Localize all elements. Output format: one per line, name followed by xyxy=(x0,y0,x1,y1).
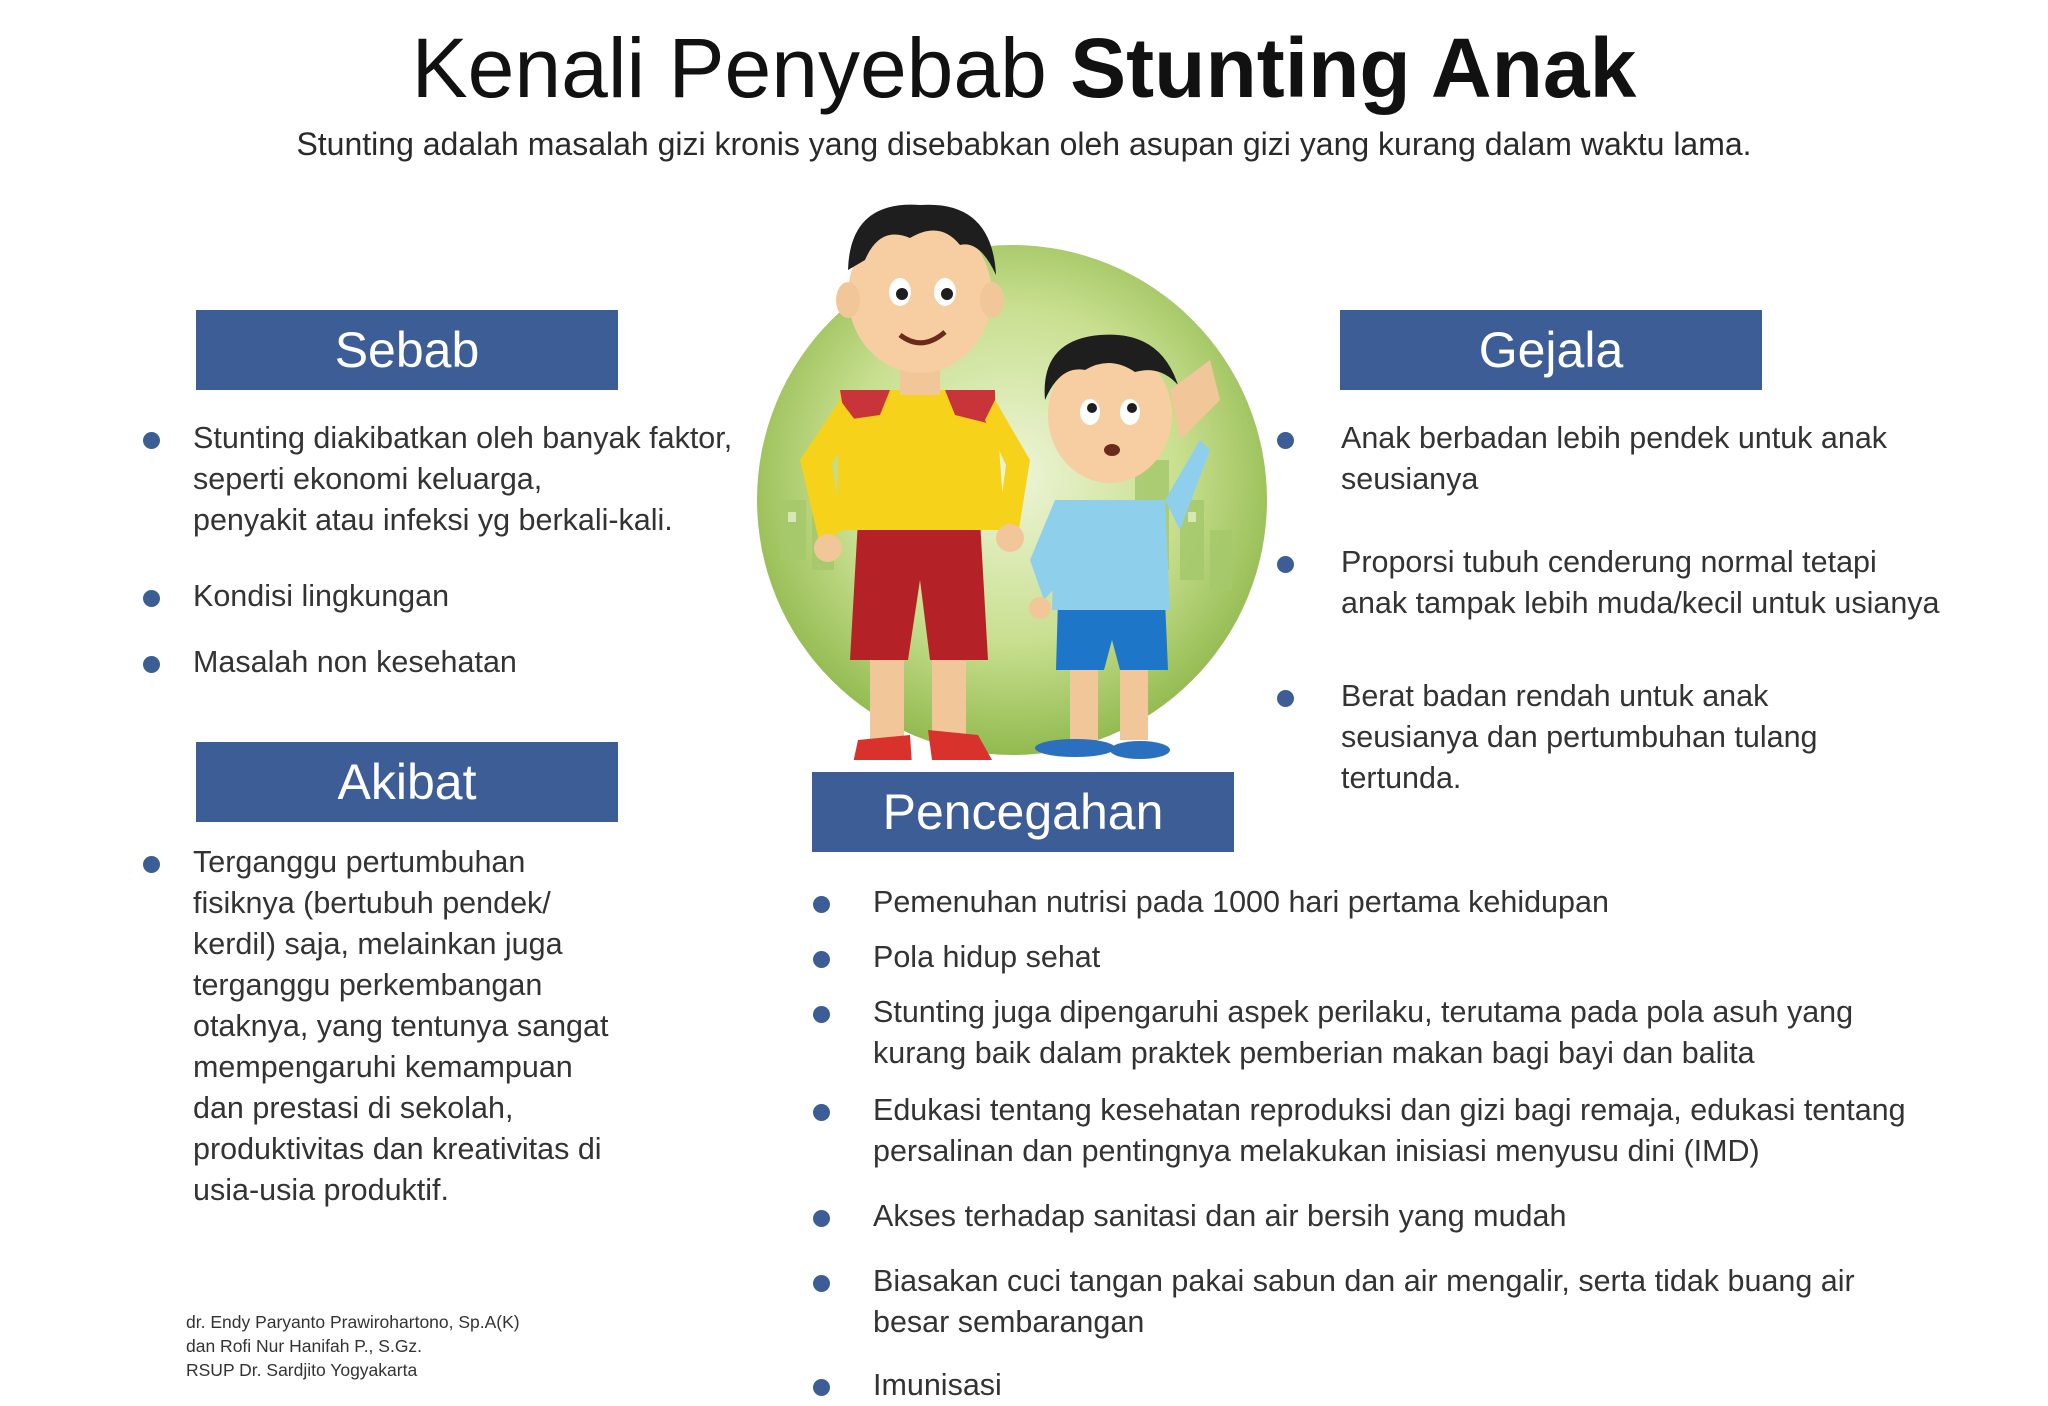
list-item: Kondisi lingkungan xyxy=(193,576,813,617)
list-item: Biasakan cuci tangan pakai sabun dan air mengalir, serta tidak buang air besar sembarangan xyxy=(873,1261,2033,1343)
list-item: Stunting juga dipengaruhi aspek perilaku, terutama pada pola asuh yang kurang baik dalam praktek pemberian makan bagi bayi dan balita xyxy=(873,992,2033,1074)
title-bold: Stunting Anak xyxy=(1070,21,1637,115)
stunting-illustration xyxy=(740,200,1300,770)
list-item: Stunting diakibatkan oleh banyak faktor, seperti ekonomi keluarga, penyakit atau infeksi yg berkali-kali. xyxy=(193,418,813,541)
list-item: Pemenuhan nutrisi pada 1000 hari pertama kehidupan xyxy=(873,882,2033,923)
list-item: Berat badan rendah untuk anak seusianya dan pertumbuhan tulang tertunda. xyxy=(1341,676,2021,799)
list-item: Akses terhadap sanitasi dan air bersih yang mudah xyxy=(873,1196,2033,1237)
gejala-list xyxy=(1341,418,2021,799)
list-item: Pola hidup sehat xyxy=(873,937,2033,978)
list-item: Anak berbadan lebih pendek untuk anak seusianya xyxy=(1341,418,2021,500)
title-regular: Kenali Penyebab xyxy=(411,21,1047,115)
list-item: Proporsi tubuh cenderung normal tetapi anak tampak lebih muda/kecil untuk usianya xyxy=(1341,542,2021,624)
list-item: Masalah non kesehatan xyxy=(193,642,813,683)
akibat-list xyxy=(193,842,693,1211)
sebab-list xyxy=(193,418,813,683)
list-item: Imunisasi xyxy=(873,1365,2033,1406)
sebab-header: Sebab xyxy=(196,310,618,390)
akibat-header: Akibat xyxy=(196,742,618,822)
list-item: Terganggu pertumbuhan fisiknya (bertubuh pendek/ kerdil) saja, melainkan juga terganggu perkembangan otaknya, yang tentunya sangat mempengaruhi kemampuan dan prestasi di sekolah, produktivitas dan kreativitas di usia-usia produktif. xyxy=(193,842,693,1211)
author-credit: dr. Endy Paryanto Prawirohartono, Sp.A(K) dan Rofi Nur Hanifah P., S.Gz. RSUP Dr. Sardjito Yogyakarta xyxy=(186,1312,520,1380)
pencegahan-header: Pencegahan xyxy=(812,772,1234,852)
gejala-header: Gejala xyxy=(1340,310,1762,390)
page-subtitle: Stunting adalah masalah gizi kronis yang disebabkan oleh asupan gizi yang kurang dalam waktu lama. xyxy=(296,126,1752,162)
pencegahan-list xyxy=(873,882,2033,1406)
list-item: Edukasi tentang kesehatan reproduksi dan gizi bagi remaja, edukasi tentang persalinan dan pentingnya melakukan inisiasi menyusu dini (IMD) xyxy=(873,1090,2033,1172)
page-title xyxy=(0,18,2048,118)
